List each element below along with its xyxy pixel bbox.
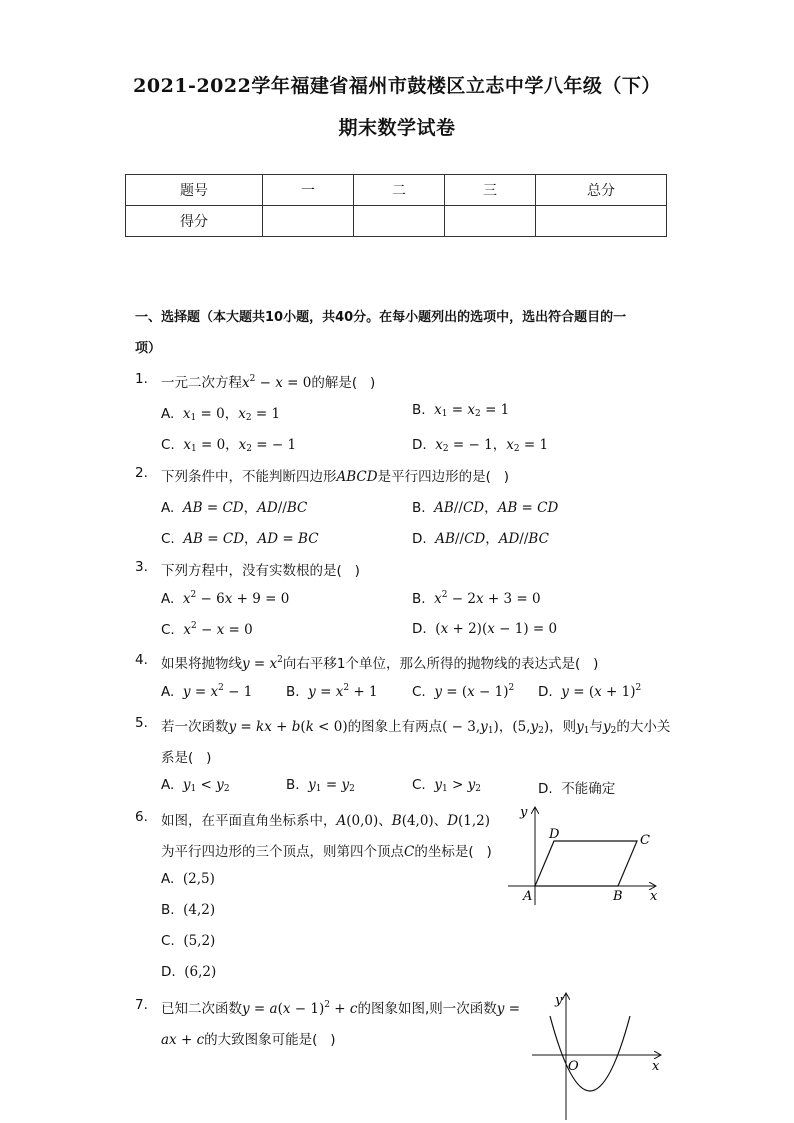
section-heading <box>135 302 665 364</box>
section-heading-line-1: 一、选择题（本大题共10小题，共40分。在每小题列出的选项中，选出符合题目的一 <box>135 310 627 325</box>
parabola-figure <box>528 988 668 1123</box>
q1-option-c[interactable]: C. $x_1 = 0$，$x_2$ = − 1 <box>161 437 297 454</box>
y-axis-label: y <box>520 805 528 820</box>
q2-option-d[interactable]: D. AB//CD，AD//BC <box>412 531 549 547</box>
point-b-label: B <box>613 889 623 904</box>
q5-option-d[interactable]: D. 不能确定 <box>538 781 616 797</box>
q1-option-b[interactable]: B. $x_1 = x_2 = 1$ <box>412 402 510 419</box>
q4-option-b[interactable]: B. $y = x^2 + 1$ <box>286 683 378 700</box>
origin-label: O <box>568 1059 579 1074</box>
point-d-label: D <box>549 827 560 842</box>
question-3-stem: 下列方程中，没有实数根的是( ) <box>161 563 360 579</box>
question-7-stem-line-2: ax + c的大致图象可能是( ) <box>161 1032 336 1048</box>
q3-option-c[interactable]: C. $x^2 - x = 0$ <box>161 621 253 638</box>
question-number: 3. <box>135 559 148 575</box>
question-2-stem: 下列条件中，不能判断四边形ABCD是平行四边形的是( ) <box>161 469 509 485</box>
score-input-cell[interactable] <box>263 206 354 237</box>
question-number: 4. <box>135 652 148 668</box>
table-row <box>126 175 667 206</box>
q3-option-b[interactable]: B. $x^2 - 2x + 3 = 0$ <box>412 590 541 607</box>
parallelogram-shape <box>535 841 637 886</box>
y-axis-label: y <box>555 993 563 1008</box>
section-heading-line-2: 项） <box>135 341 162 356</box>
q5-option-a[interactable]: A. $y_1 < y_2$ <box>161 777 230 794</box>
q6-option-c[interactable]: C. (5,2) <box>161 933 216 949</box>
q6-option-b[interactable]: B. (4,2) <box>161 902 216 918</box>
point-a-label: A <box>523 889 533 904</box>
q1-option-d[interactable]: D. $x_2$ = − 1，$x_2 = 1$ <box>412 437 549 454</box>
point-c-label: C <box>640 833 650 848</box>
score-table <box>125 174 667 237</box>
q2-option-b[interactable]: B. AB//CD，AB = CD <box>412 500 559 516</box>
question-number: 2. <box>135 465 148 481</box>
q4-option-a[interactable]: A. $y = x^2 - 1$ <box>161 683 253 700</box>
table-cell: 一 <box>263 175 354 206</box>
q1-option-a[interactable]: A. $x_1 = 0$，$x_2 = 1$ <box>161 406 281 423</box>
q6-option-a[interactable]: A. (2,5) <box>161 871 215 887</box>
question-number: 6. <box>135 809 148 825</box>
title-line-1: 2021-2022学年福建省福州市鼓楼区立志中学八年级（下） <box>133 75 661 97</box>
title-line-2: 期末数学试卷 <box>338 117 456 139</box>
q5-option-b[interactable]: B. $y_1 = y_2$ <box>286 777 355 794</box>
table-cell: 二 <box>354 175 445 206</box>
q3-option-d[interactable]: D. (x + 2)(x − 1) = 0 <box>412 621 558 637</box>
parallelogram-figure <box>500 800 670 910</box>
question-7-stem-line-1: 已知二次函数$y = a(x - 1)^2 + c$的图象如图,则一次函数y = <box>161 1000 521 1017</box>
q5-option-c[interactable]: C. $y_1 > y_2$ <box>412 777 481 794</box>
q3-option-a[interactable]: A. $x^2 - 6x + 9 = 0$ <box>161 590 290 607</box>
q2-option-c[interactable]: C. AB = CD，AD = BC <box>161 531 319 547</box>
q6-option-d[interactable]: D. (6,2) <box>161 964 217 980</box>
q2-option-a[interactable]: A. AB = CD，AD//BC <box>161 500 308 516</box>
q4-option-d[interactable]: D. $y = (x + 1)^2$ <box>538 683 642 700</box>
question-5-stem-line-1: 若一次函数y = kx + b(k < 0)的图象上有两点( − $3,y_1$)，$(5,y_2)$，则$y_1$与$y_2$的大小关 <box>161 719 671 736</box>
score-input-cell[interactable] <box>354 206 445 237</box>
q4-option-c[interactable]: C. $y = (x - 1)^2$ <box>412 683 515 700</box>
parabola-curve <box>550 1016 630 1091</box>
question-number: 5. <box>135 715 148 731</box>
question-4-stem: 如果将抛物线$y = x^2$向右平移1个单位，那么所得的抛物线的表达式是( ) <box>161 655 599 672</box>
x-axis-label: x <box>652 1059 660 1074</box>
x-axis-label: x <box>650 889 658 904</box>
table-cell: 三 <box>445 175 536 206</box>
question-6-stem-line-2: 为平行四边形的三个顶点，则第四个顶点C的坐标是( ) <box>161 844 492 860</box>
question-5-stem-line-2: 系是( ) <box>161 750 212 766</box>
table-cell: 得分 <box>126 206 263 237</box>
question-number: 7. <box>135 997 148 1013</box>
question-6-stem-line-1: 如图，在平面直角坐标系中，A(0,0)、B(4,0)、D(1,2) <box>161 813 491 829</box>
table-cell: 题号 <box>126 175 263 206</box>
table-row <box>126 206 667 237</box>
question-1-stem: 一元二次方程$x^2 - x = 0$的解是( ) <box>161 374 376 391</box>
table-cell: 总分 <box>536 175 667 206</box>
score-input-cell[interactable] <box>536 206 667 237</box>
question-number: 1. <box>135 371 148 387</box>
score-input-cell[interactable] <box>445 206 536 237</box>
